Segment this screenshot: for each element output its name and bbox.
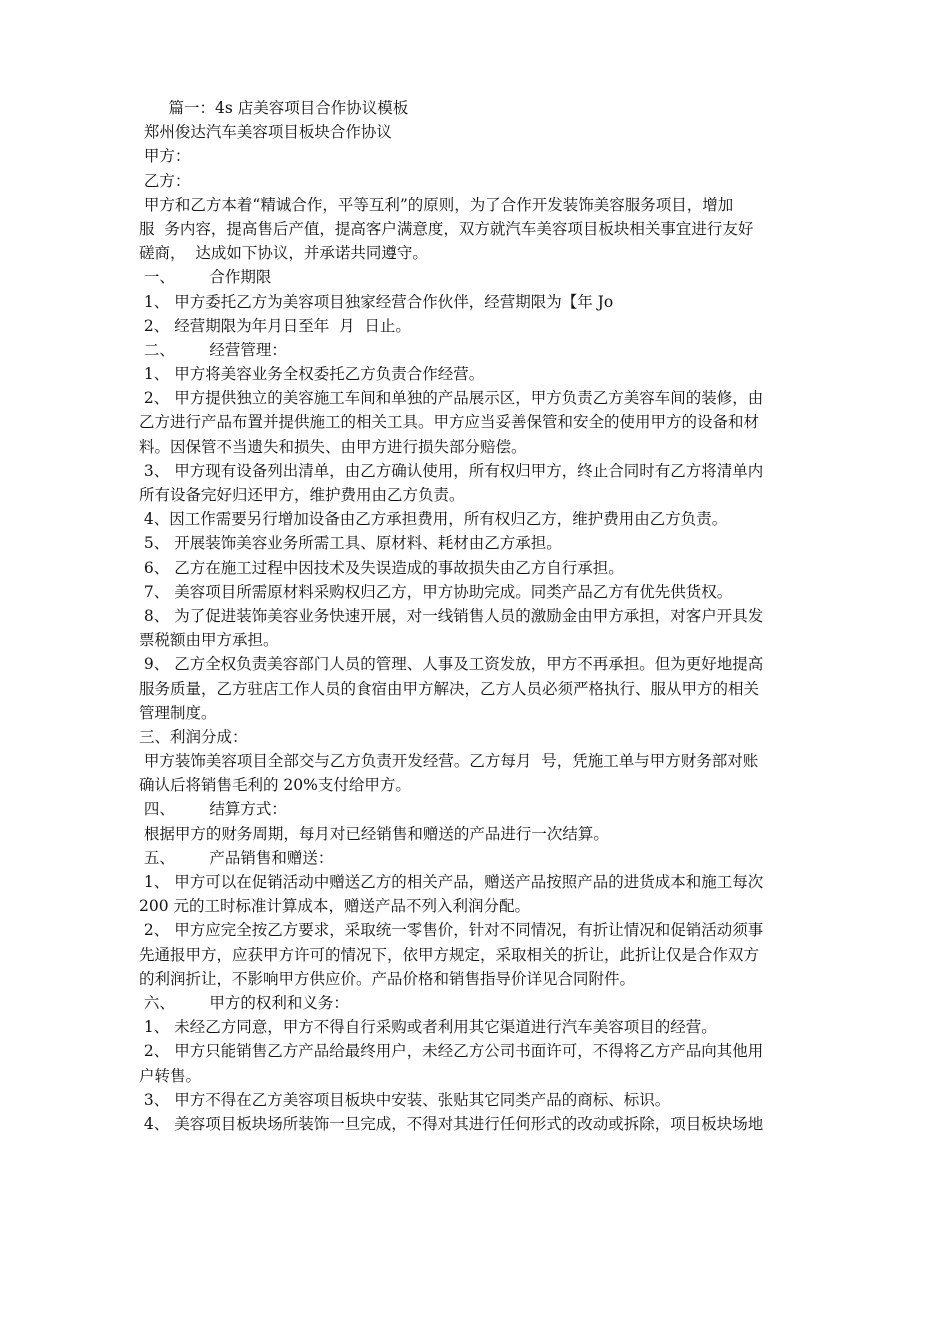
paragraph-line: 甲方和乙方本着“精诚合作，平等互利”的原则，为了合作开发装饰美容服务项目，增加: [139, 195, 734, 214]
paragraph-line: 磋商， 达成如下协议，并承诺共同遵守。: [139, 244, 428, 263]
paragraph-line: 管理制度。: [139, 703, 217, 722]
paragraph-line: 2、 甲方提供独立的美容施工车间和单独的产品展示区，甲方负责乙方美容车间的装修，由: [139, 389, 764, 408]
paragraph-line: 2、 甲方只能销售乙方产品给最终用户，未经乙方公司书面许可，不得将乙方产品向其他用: [139, 1042, 764, 1061]
document-title: 篇一：4s 店美容项目合作协议模板: [139, 99, 409, 117]
paragraph-line: 200 元的工时标准计算成本，赠送产品不列入利润分配。: [139, 897, 531, 916]
paragraph-line: 3、 甲方不得在乙方美容项目板块中安装、张贴其它同类产品的商标、标识。: [139, 1090, 671, 1109]
paragraph-line: 1、 未经乙方同意，甲方不得自行采购或者利用其它渠道进行汽车美容项目的经营。: [139, 1018, 717, 1037]
section-heading: 六、 甲方的权利和义务：: [139, 993, 349, 1012]
paragraph-line: 3、 甲方现有设备列出清单，由乙方确认使用，所有权归甲方，终止合同时有乙方将清单内: [139, 461, 764, 480]
paragraph-line: 先通报甲方，应获甲方许可的情况下，依甲方规定，采取相关的折让，此折让仅是合作双方: [139, 945, 760, 964]
paragraph-line: 根据甲方的财务周期，每月对已经销售和赠送的产品进行一次结算。: [139, 824, 609, 843]
paragraph-line: 1、 甲方可以在促销活动中赠送乙方的相关产品，赠送产品按照产品的进货成本和施工每次: [139, 873, 764, 891]
paragraph-line: 9、 乙方全权负责美容部门人员的管理、人事及工资发放，甲方不再承担。但为更好地提高: [139, 655, 764, 674]
paragraph-line: 1、 甲方委托乙方为美容项目独家经营合作伙伴，经营期限为【年 Jo: [139, 292, 614, 311]
paragraph-line: 料。因保管不当遗失和损失、由甲方进行损失部分赔偿。: [139, 437, 527, 456]
paragraph-line: 乙方进行产品布置并提供施工的相关工具。甲方应当妥善保管和安全的使用甲方的设备和材: [139, 413, 760, 432]
paragraph-line: 所有设备完好归还甲方，维护费用由乙方负责。: [139, 486, 465, 504]
paragraph-line: 8、 为了促进装饰美容业务快速开展，对一线销售人员的激励金由甲方承担，对客户开具发: [139, 606, 764, 625]
paragraph-line: 1、 甲方将美容业务全权委托乙方负责合作经营。: [139, 365, 485, 384]
section-heading: 一、 合作期限: [139, 268, 272, 287]
paragraph-line: 服务质量，乙方驻店工作人员的食宿由甲方解决，乙方人员必须严格执行、服从甲方的相关: [139, 679, 760, 698]
paragraph-line: 2、 甲方应完全按乙方要求，采取统一零售价，针对不同情况，有折让情况和促销活动须事: [139, 921, 764, 940]
agreement-title: 郑州俊达汽车美容项目板块合作协议: [139, 123, 392, 142]
paragraph-line: 5、 开展装饰美容业务所需工具、原材料、耗材由乙方承担。: [139, 534, 562, 553]
paragraph-line: 的利润折让，不影响甲方供应价。产品价格和销售指导价详见合同附件。: [139, 969, 636, 988]
paragraph-line: 7、 美容项目所需原材料采购权归乙方，甲方协助完成。同类产品乙方有优先供货权。: [139, 582, 733, 601]
paragraph-line: 确认后将销售毛利的 20%支付给甲方。: [139, 776, 411, 795]
party-a-line: 甲方：: [139, 147, 191, 166]
paragraph-line: 户转售。: [139, 1066, 202, 1085]
section-heading: 二、 经营管理：: [139, 340, 287, 359]
paragraph-line: 票税额由甲方承担。: [139, 631, 279, 650]
paragraph-line: 2、 经营期限为年月日至年 月 日止。: [139, 316, 411, 335]
paragraph-line: 甲方装饰美容项目全部交与乙方负责开发经营。乙方每月 号，凭施工单与甲方财务部对账: [139, 752, 759, 771]
paragraph-line: 6、 乙方在施工过程中因技术及失误造成的事故损失由乙方自行承担。: [139, 558, 624, 577]
paragraph-line: 4、 美容项目板块场所装饰一旦完成，不得对其进行任何形式的改动或拆除，项目板块场地: [139, 1114, 764, 1133]
section-heading: 五、 产品销售和赠送：: [139, 848, 334, 867]
section-heading: 四、 结算方式：: [139, 800, 287, 819]
section-heading: 三、利润分成：: [139, 727, 248, 746]
paragraph-line: 服 务内容，提高售后产值，提高客户满意度，双方就汽车美容项目板块相关事宜进行友好: [139, 219, 754, 238]
paragraph-line: 4、因工作需要另行增加设备由乙方承担费用，所有权归乙方，维护费用由乙方负责。: [139, 510, 728, 529]
document-body: [139, 96, 839, 1136]
party-b-line: 乙方：: [139, 171, 191, 190]
